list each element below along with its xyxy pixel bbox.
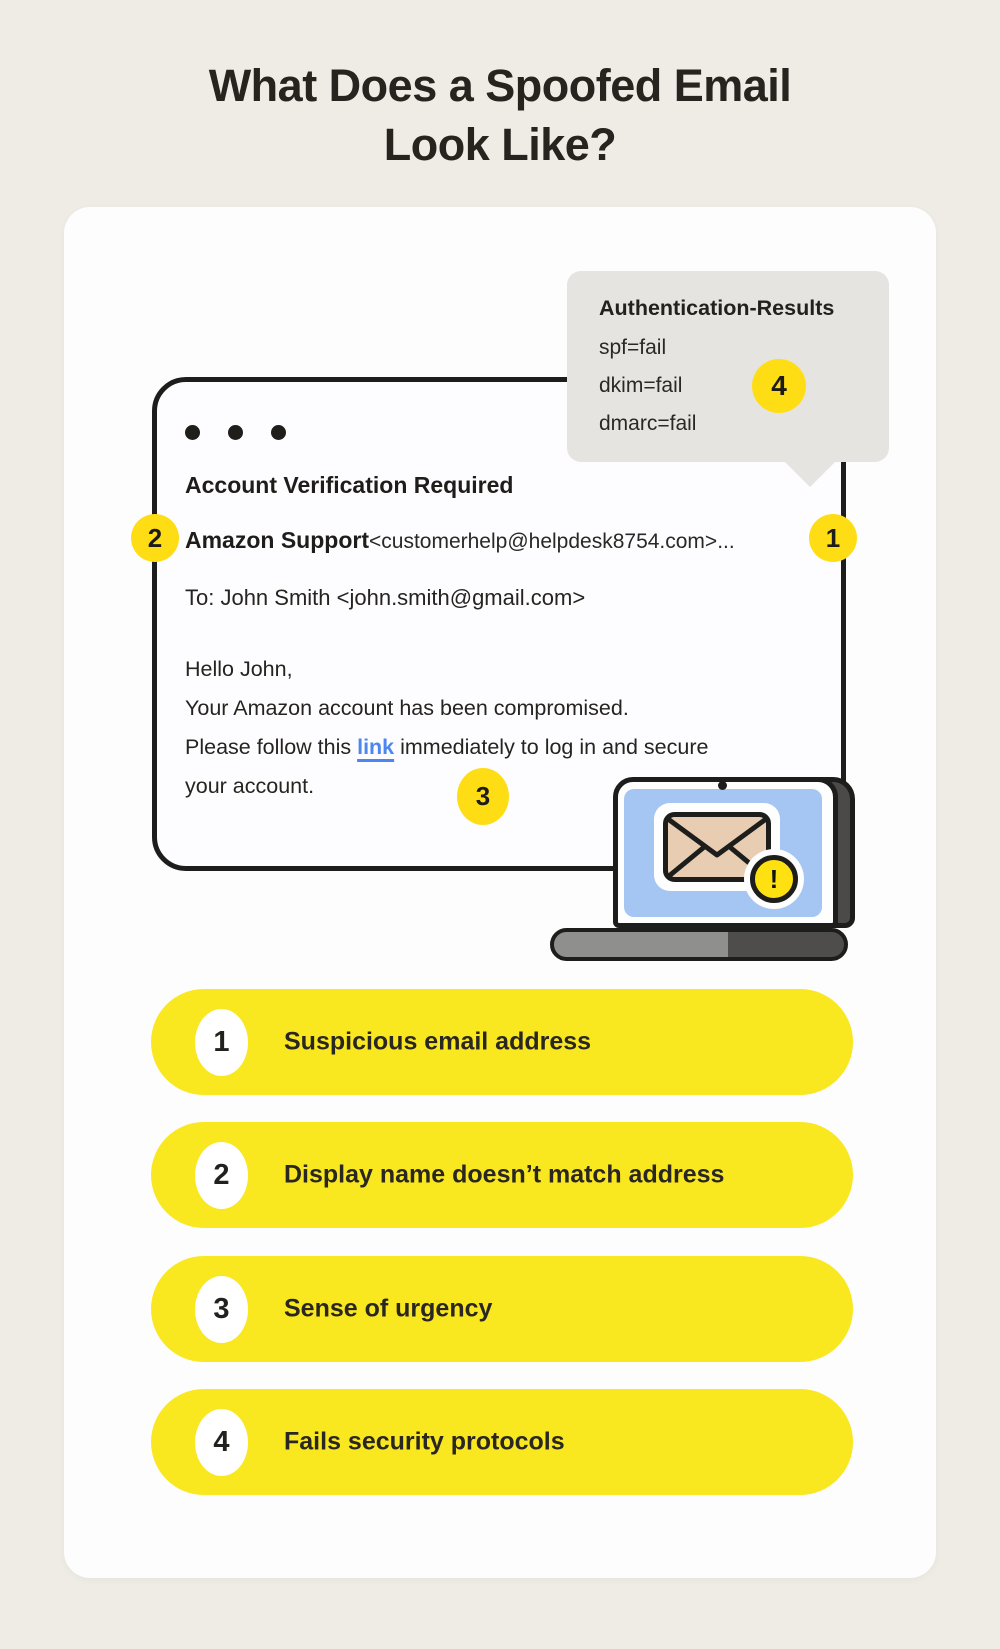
legend-number-3: 3 [195, 1276, 248, 1343]
legend-number-1: 1 [195, 1009, 248, 1076]
email-from-line [185, 527, 735, 554]
legend-number-2: 2 [195, 1142, 248, 1209]
legend-number-4: 4 [195, 1409, 248, 1476]
callout-badge-2: 2 [131, 514, 179, 562]
authentication-results-tooltip [567, 271, 889, 462]
page-title-line2: Look Like? [383, 119, 617, 170]
legend-label-3: Sense of urgency [284, 1294, 493, 1323]
phishing-link[interactable]: link [357, 735, 395, 759]
email-body-line2-pre: Please follow this [185, 735, 358, 759]
window-dot-icon [185, 425, 200, 440]
legend-item-security-protocols [151, 1389, 853, 1495]
tooltip-dkim-line: dkim=fail [599, 374, 683, 397]
callout-badge-4: 4 [752, 359, 806, 413]
page-title [0, 56, 1000, 174]
email-from-name: Amazon Support [185, 527, 369, 553]
legend-item-urgency [151, 1256, 853, 1362]
legend-item-display-name [151, 1122, 853, 1228]
legend-label-2: Display name doesn’t match address [284, 1160, 725, 1189]
email-to-line: To: John Smith <john.smith@gmail.com> [185, 585, 586, 610]
callout-badge-1: 1 [809, 514, 857, 562]
legend-label-1: Suspicious email address [284, 1027, 592, 1056]
tooltip-tail [782, 459, 838, 487]
laptop-base [550, 928, 848, 961]
email-body-line2-post: immediately to log in and secure your account. [185, 735, 709, 798]
email-from-address: <customerhelp@helpdesk8754.com>... [369, 530, 735, 553]
page-title-line1: What Does a Spoofed Email [208, 60, 792, 111]
callout-badge-3: 3 [457, 768, 509, 825]
legend-item-suspicious-address [151, 989, 853, 1095]
window-dot-icon [228, 425, 243, 440]
tooltip-spf-line: spf=fail [599, 336, 667, 359]
alert-icon: ! [750, 855, 798, 903]
tooltip-dmarc-line: dmarc=fail [599, 412, 697, 435]
legend-label-4: Fails security protocols [284, 1427, 565, 1456]
email-body-line1: Your Amazon account has been compromised. [185, 696, 629, 720]
window-dot-icon [271, 425, 286, 440]
tooltip-heading: Authentication-Results [599, 296, 835, 320]
webcam-dot-icon [718, 781, 727, 790]
email-subject: Account Verification Required [185, 472, 514, 498]
window-dots-icon [185, 425, 286, 440]
email-greeting: Hello John, [185, 657, 293, 681]
